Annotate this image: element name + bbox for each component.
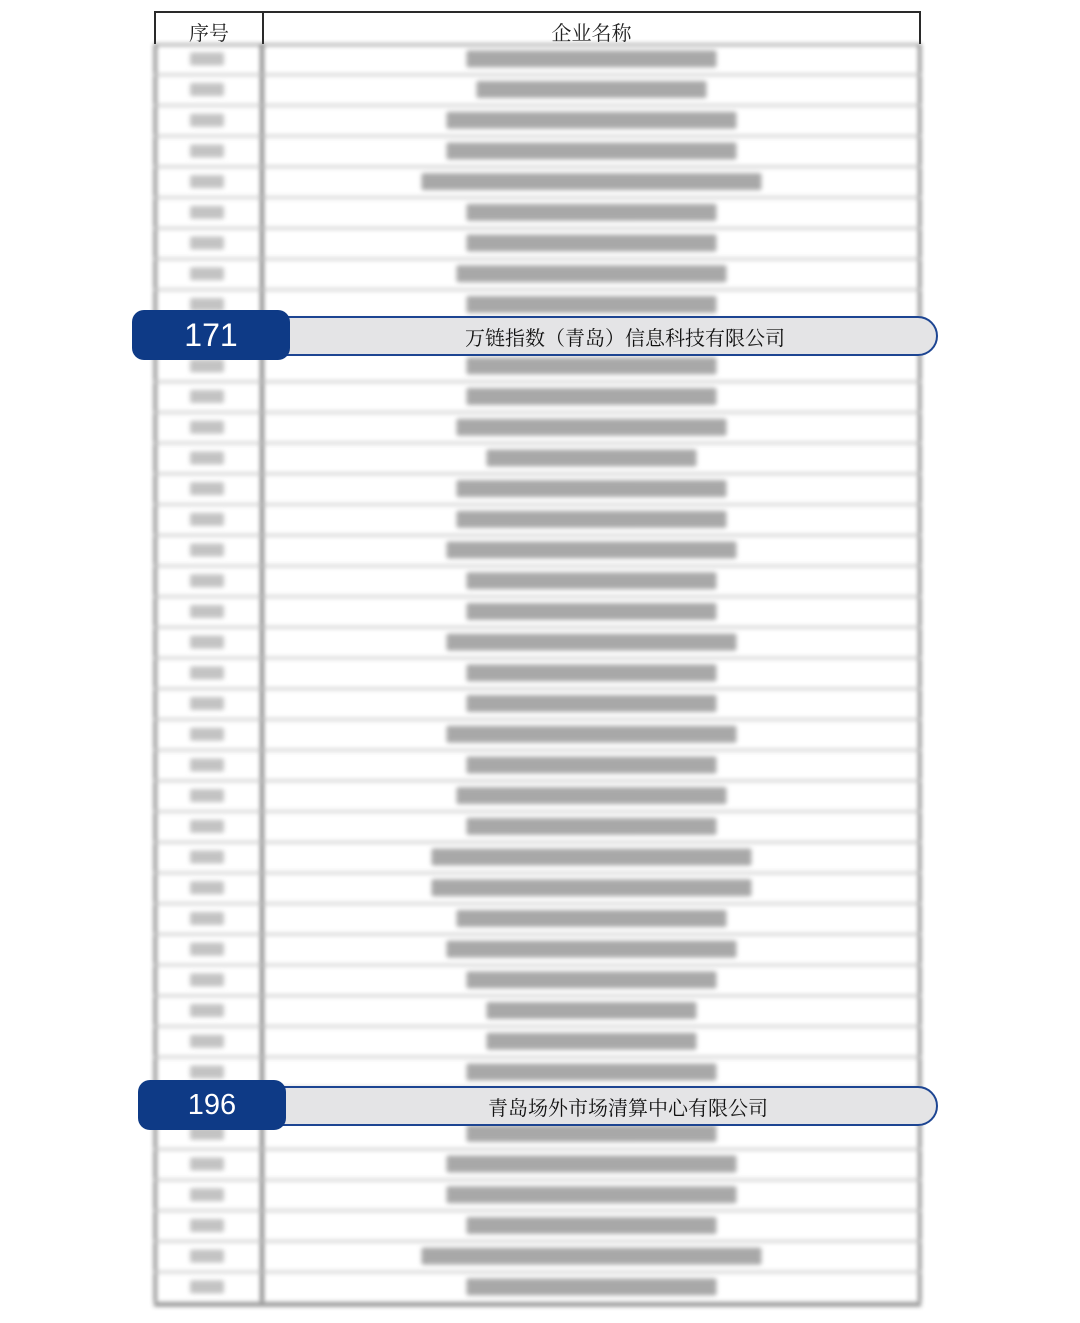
blurred-company-name: [467, 296, 717, 313]
blurred-number: [190, 1188, 224, 1201]
blurred-number: [190, 1280, 224, 1293]
blurred-company-name: [477, 81, 707, 98]
serial-number-badge: 171: [132, 310, 290, 360]
blurred-number: [190, 237, 224, 250]
blurred-company-name: [467, 235, 717, 252]
blurred-company-name: [467, 572, 717, 589]
blurred-company-name: [447, 142, 737, 159]
blurred-company-name: [467, 1278, 717, 1295]
blurred-number: [190, 175, 224, 188]
highlight-bar: [192, 316, 938, 356]
blurred-number: [190, 820, 224, 833]
blurred-company-name: [447, 1186, 737, 1203]
blurred-company-name: [457, 511, 727, 528]
blurred-number: [190, 881, 224, 894]
blurred-number: [190, 912, 224, 925]
blurred-company-name: [457, 787, 727, 804]
blurred-number: [190, 1158, 224, 1171]
blurred-number: [190, 206, 224, 219]
blurred-company-name: [467, 971, 717, 988]
blurred-company-name: [457, 419, 727, 436]
blurred-number: [190, 1250, 224, 1263]
blurred-number: [190, 390, 224, 403]
blurred-number: [190, 1065, 224, 1078]
blurred-company-name: [447, 726, 737, 743]
blurred-number: [190, 114, 224, 127]
blurred-company-name: [467, 357, 717, 374]
blurred-number: [190, 298, 224, 311]
blurred-company-name: [467, 388, 717, 405]
blurred-company-name: [447, 542, 737, 559]
blurred-number: [190, 1004, 224, 1017]
blurred-number: [190, 697, 224, 710]
blurred-number: [190, 758, 224, 771]
blurred-company-name: [422, 173, 762, 190]
blurred-company-name: [457, 480, 727, 497]
blurred-company-name: [487, 449, 697, 466]
blurred-company-name: [487, 1002, 697, 1019]
blurred-number: [190, 728, 224, 741]
blurred-number: [190, 359, 224, 372]
blurred-number: [190, 636, 224, 649]
blurred-company-name: [467, 695, 717, 712]
blurred-company-name: [467, 603, 717, 620]
blurred-number: [190, 666, 224, 679]
highlight-row-196: [138, 1086, 938, 1126]
highlight-row-171: [132, 316, 938, 356]
blurred-number: [190, 451, 224, 464]
company-name: 青岛场外市场清算中心有限公司: [488, 1095, 768, 1120]
blurred-company-name: [447, 112, 737, 129]
blurred-company-name: [467, 1217, 717, 1234]
blurred-number: [190, 605, 224, 618]
company-name: 万链指数（青岛）信息科技有限公司: [465, 325, 785, 350]
blurred-company-name: [422, 1248, 762, 1265]
serial-number-badge: 196: [138, 1080, 286, 1130]
blurred-number: [190, 267, 224, 280]
blurred-number: [190, 544, 224, 557]
blurred-company-name: [432, 879, 752, 896]
blurred-company-name: [467, 818, 717, 835]
blurred-company-name: [447, 941, 737, 958]
blurred-company-name: [467, 204, 717, 221]
blurred-company-name: [467, 50, 717, 67]
blurred-company-name: [447, 1156, 737, 1173]
blurred-number: [190, 574, 224, 587]
blurred-company-name: [447, 634, 737, 651]
blurred-company-name: [432, 849, 752, 866]
blurred-company-name: [457, 265, 727, 282]
blurred-number: [190, 1219, 224, 1232]
blurred-company-name: [467, 1063, 717, 1080]
blurred-number: [190, 1035, 224, 1048]
blurred-company-name: [467, 756, 717, 773]
blurred-number: [190, 943, 224, 956]
blurred-company-name: [457, 910, 727, 927]
highlight-bar: [198, 1086, 938, 1126]
header-serial-number: 序号: [156, 13, 264, 44]
blurred-number: [190, 513, 224, 526]
blurred-company-name: [467, 1125, 717, 1142]
blurred-number: [190, 52, 224, 65]
blurred-number: [190, 851, 224, 864]
blurred-number: [190, 83, 224, 96]
blurred-number: [190, 482, 224, 495]
blurred-company-name: [467, 664, 717, 681]
header-company-name: 企业名称: [551, 21, 632, 45]
blurred-company-name: [487, 1033, 697, 1050]
table-header: [154, 11, 921, 44]
blurred-number: [190, 144, 224, 157]
blurred-number: [190, 973, 224, 986]
blurred-number: [190, 421, 224, 434]
blurred-number: [190, 789, 224, 802]
